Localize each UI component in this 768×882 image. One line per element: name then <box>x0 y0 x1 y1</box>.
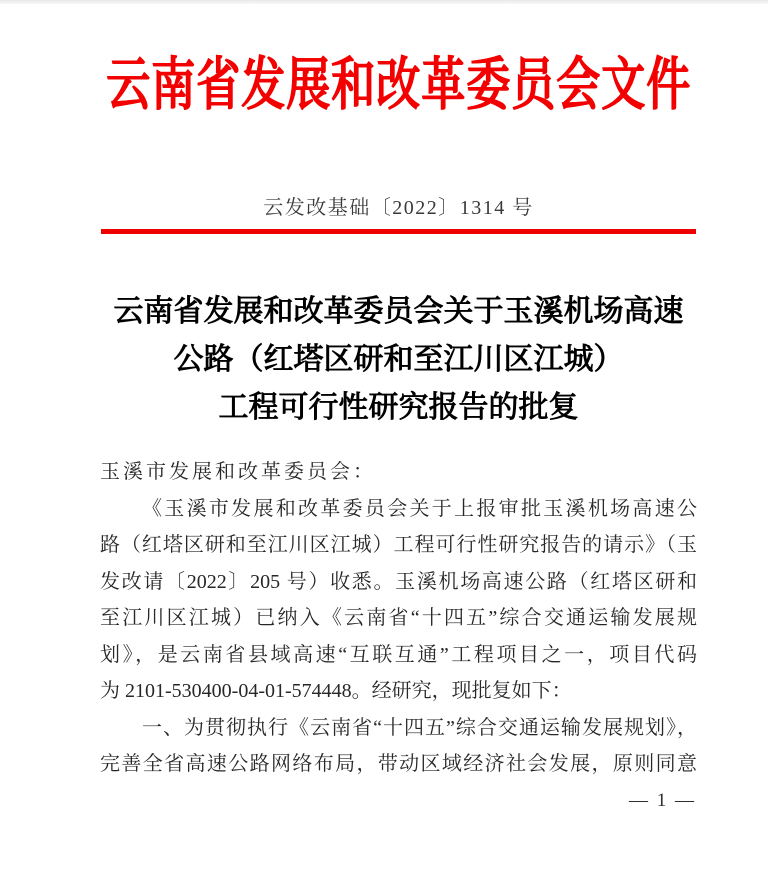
document-title-line-3: 工程可行性研究报告的批复 <box>218 391 579 424</box>
paragraph-1-line-4: 至江川区江城）已纳入《云南省“十四五”综合交通运输发展规 <box>100 607 697 629</box>
issuing-agency-banner: 云南省发展和改革委员会文件 <box>106 53 691 117</box>
paragraph-2-line-1: 一、为贯彻执行《云南省“十四五”综合交通运输发展规划》， <box>142 716 697 739</box>
scan-top-edge <box>0 0 768 4</box>
document-title-line-1: 云南省发展和改革委员会关于玉溪机场高速 <box>113 295 684 328</box>
page-number: — 1 — <box>629 790 696 811</box>
paragraph-1-line-5: 划》，是云南省县域高速“互联互通”工程项目之一，项目代码 <box>100 643 697 666</box>
paragraph-1-line-6: 为 2101-530400-04-01-574448。经研究，现批复如下： <box>100 680 572 702</box>
paragraph-1-line-3: 发改请〔2022〕205 号）收悉。玉溪机场高速公路（红塔区研和 <box>100 570 697 593</box>
red-divider-line <box>101 229 696 234</box>
paragraph-2-line-2: 完善全省高速公路网络布局，带动区域经济社会发展，原则同意 <box>100 753 697 775</box>
document-title <box>100 288 697 432</box>
document-title-line-2: 公路（红塔区研和至江川区江城） <box>173 343 624 376</box>
salutation-line: 玉溪市发展和改革委员会： <box>100 461 376 483</box>
document-reference-number: 云发改基础〔2022〕1314 号 <box>263 197 534 219</box>
document-body <box>100 454 697 783</box>
paragraph-1-line-2: 路（红塔区研和至江川区江城）工程可行性研究报告的请示》（玉 <box>100 534 697 556</box>
paragraph-1-line-1: 《玉溪市发展和改革委员会关于上报审批玉溪机场高速公 <box>142 497 697 520</box>
